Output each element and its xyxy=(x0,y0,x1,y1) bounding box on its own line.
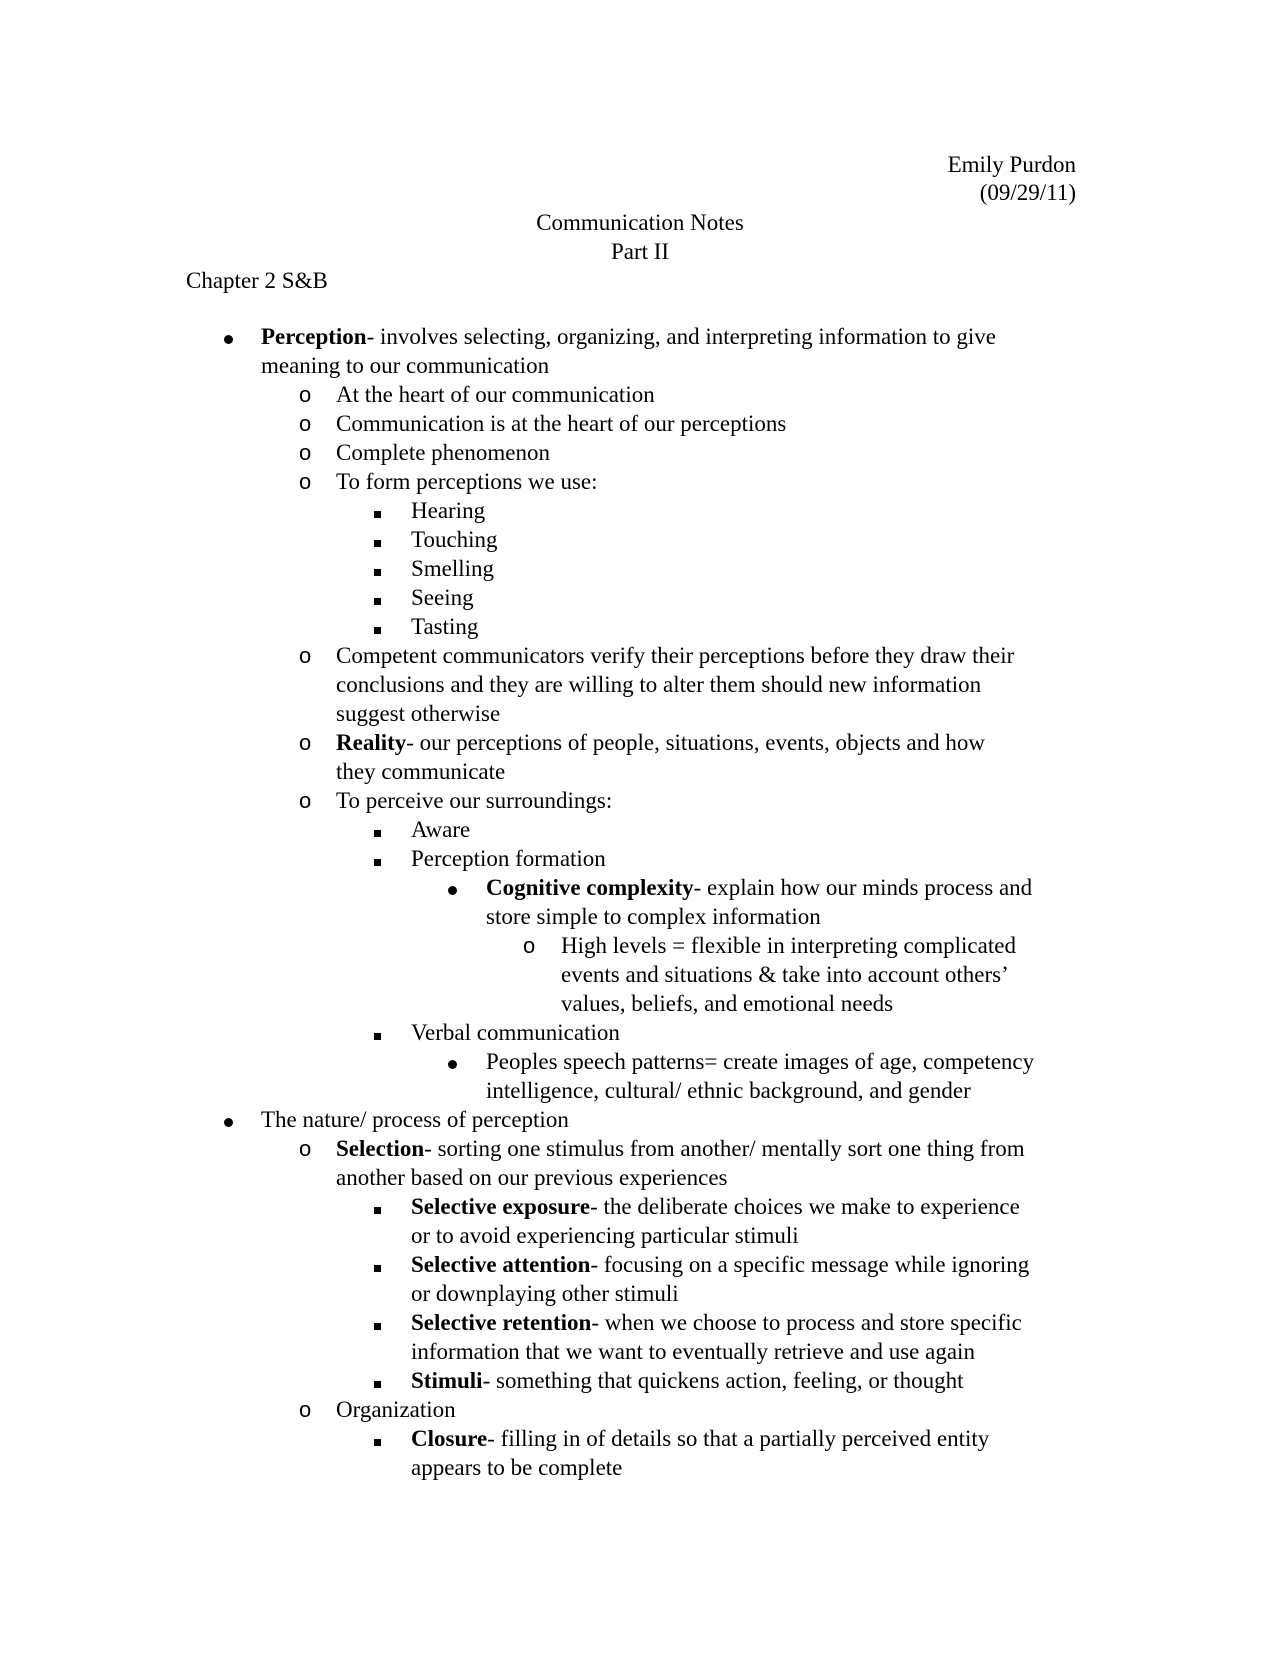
outline-text xyxy=(261,1105,569,1134)
definition: - sorting one stimulus from another/ mentally sort one thing from xyxy=(424,1136,1025,1161)
definition: Seeing xyxy=(411,585,474,610)
outline-text xyxy=(486,1047,1034,1076)
definition: Hearing xyxy=(411,498,486,523)
outline-text xyxy=(411,1453,622,1482)
outline-text xyxy=(411,583,474,612)
outline-text xyxy=(411,1018,620,1047)
outline-line xyxy=(186,670,1086,699)
outline-line xyxy=(186,583,1086,612)
outline-text xyxy=(411,1192,1020,1221)
outline-line xyxy=(186,612,1086,641)
term: Cognitive complexity xyxy=(486,875,694,900)
document-title xyxy=(0,208,1280,266)
outline-line xyxy=(186,1395,1086,1424)
outline-line xyxy=(186,641,1086,670)
definition: information that we want to eventually retrieve and use again xyxy=(411,1339,975,1364)
outline-line xyxy=(186,1424,1086,1453)
outline-line xyxy=(186,467,1086,496)
bullet-square-icon xyxy=(374,525,381,554)
definition: - when we choose to process and store specific xyxy=(591,1310,1022,1335)
outline-line xyxy=(186,351,1086,380)
outline-text xyxy=(561,960,1009,989)
definition: High levels = flexible in interpreting complicated xyxy=(561,933,1016,958)
bullet-circle-icon: o xyxy=(299,1136,312,1161)
outline-text xyxy=(336,1395,456,1424)
definition: Communication is at the heart of our perceptions xyxy=(336,411,787,436)
definition: At the heart of our communication xyxy=(336,382,655,407)
definition: - something that quickens action, feeling, or thought xyxy=(482,1368,964,1393)
bullet-square-icon xyxy=(374,844,381,873)
outline-line xyxy=(186,786,1086,815)
outline-line xyxy=(186,525,1086,554)
outline-line xyxy=(186,1076,1086,1105)
outline-line xyxy=(186,1337,1086,1366)
outline-text xyxy=(336,786,612,815)
outline-line xyxy=(186,409,1086,438)
outline-text xyxy=(336,438,550,467)
definition: Smelling xyxy=(411,556,495,581)
definition: conclusions and they are willing to alter them should new information xyxy=(336,672,982,697)
outline-text xyxy=(336,467,598,496)
definition: To form perceptions we use: xyxy=(336,469,598,494)
definition: - filling in of details so that a partially perceived entity xyxy=(487,1426,990,1451)
outline-text xyxy=(411,844,606,873)
definition: - focusing on a specific message while ignoring xyxy=(590,1252,1030,1277)
definition: - the deliberate choices we make to experience xyxy=(590,1194,1020,1219)
outline-line xyxy=(186,1366,1086,1395)
outline-text xyxy=(336,699,500,728)
bullet-circle-icon: o xyxy=(299,382,312,407)
definition: Complete phenomenon xyxy=(336,440,550,465)
definition: events and situations & take into account others’ xyxy=(561,962,1009,987)
outline-text xyxy=(411,1366,964,1395)
outline-text xyxy=(336,380,655,409)
outline-line xyxy=(186,1279,1086,1308)
bullet-square-icon xyxy=(374,1192,381,1221)
bullet-square-icon xyxy=(374,815,381,844)
outline-text xyxy=(336,641,1014,670)
outline-line xyxy=(186,757,1086,786)
outline-line xyxy=(186,902,1086,931)
bullet-circle-icon: o xyxy=(299,643,312,668)
outline-line xyxy=(186,1163,1086,1192)
outline-line xyxy=(186,873,1086,902)
outline-text xyxy=(411,1424,989,1453)
definition: they communicate xyxy=(336,759,506,784)
bullet-square-icon xyxy=(374,612,381,641)
outline-text xyxy=(411,1250,1029,1279)
bullet-square-icon xyxy=(374,554,381,583)
term: Reality xyxy=(336,730,407,755)
definition: Touching xyxy=(411,527,498,552)
definition: Verbal communication xyxy=(411,1020,620,1045)
bullet-square-icon xyxy=(374,1424,381,1453)
outline-line xyxy=(186,1047,1086,1076)
term: Perception xyxy=(261,324,367,349)
outline-text xyxy=(261,351,549,380)
outline-line xyxy=(186,1192,1086,1221)
definition: intelligence, cultural/ ethnic background, and gender xyxy=(486,1078,971,1103)
definition: To perceive our surroundings: xyxy=(336,788,613,813)
term: Selection xyxy=(336,1136,425,1161)
definition: Perception formation xyxy=(411,846,606,871)
bullet-dot-icon xyxy=(448,1047,457,1076)
definition: another based on our previous experiences xyxy=(336,1165,728,1190)
definition: Peoples speech patterns= create images of age, competency xyxy=(486,1049,1035,1074)
bullet-circle-icon: o xyxy=(299,469,312,494)
outline-text xyxy=(486,902,821,931)
definition: or to avoid experiencing particular stimuli xyxy=(411,1223,799,1248)
notes-outline xyxy=(186,322,1086,1482)
outline-text xyxy=(486,1076,971,1105)
outline-text xyxy=(261,322,996,351)
outline-text xyxy=(411,1279,679,1308)
definition: Aware xyxy=(411,817,471,842)
outline-text xyxy=(336,757,505,786)
chapter-heading: Chapter 2 S&B xyxy=(186,268,328,293)
outline-line xyxy=(186,1453,1086,1482)
bullet-circle-icon: o xyxy=(299,1397,312,1422)
bullet-square-icon xyxy=(374,1018,381,1047)
definition: Tasting xyxy=(411,614,479,639)
outline-text xyxy=(411,1308,1022,1337)
outline-line xyxy=(186,989,1086,1018)
outline-text xyxy=(561,931,1016,960)
outline-line xyxy=(186,844,1086,873)
bullet-circle-icon: o xyxy=(299,411,312,436)
term: Selective exposure xyxy=(411,1194,591,1219)
outline-line xyxy=(186,699,1086,728)
outline-line xyxy=(186,960,1086,989)
definition: - explain how our minds process and xyxy=(693,875,1033,900)
author-header xyxy=(948,151,1076,207)
outline-line xyxy=(186,815,1086,844)
bullet-square-icon xyxy=(374,583,381,612)
bullet-dot-icon xyxy=(224,1105,233,1134)
definition: The nature/ process of perception xyxy=(261,1107,569,1132)
bullet-square-icon xyxy=(374,496,381,525)
outline-line xyxy=(186,1018,1086,1047)
definition: values, beliefs, and emotional needs xyxy=(561,991,894,1016)
bullet-dot-icon xyxy=(448,873,457,902)
term: Selective retention xyxy=(411,1310,592,1335)
outline-line xyxy=(186,1221,1086,1250)
outline-text xyxy=(486,873,1032,902)
outline-text xyxy=(336,409,786,438)
outline-text xyxy=(411,612,478,641)
definition: suggest otherwise xyxy=(336,701,501,726)
outline-text xyxy=(561,989,893,1018)
outline-line xyxy=(186,1134,1086,1163)
outline-line xyxy=(186,496,1086,525)
outline-text xyxy=(336,1163,728,1192)
outline-text xyxy=(336,728,985,757)
author-name: Emily Purdon xyxy=(947,152,1076,177)
note-date: (09/29/11) xyxy=(979,180,1076,205)
outline-line xyxy=(186,1308,1086,1337)
bullet-circle-icon: o xyxy=(299,730,312,755)
outline-line xyxy=(186,1105,1086,1134)
definition: appears to be complete xyxy=(411,1455,623,1480)
outline-text xyxy=(411,496,485,525)
title-line-1: Communication Notes xyxy=(536,210,744,235)
term: Stimuli xyxy=(411,1368,483,1393)
outline-text xyxy=(411,1337,975,1366)
term: Closure xyxy=(411,1426,488,1451)
title-line-2: Part II xyxy=(610,239,670,264)
definition: Competent communicators verify their perceptions before they draw their xyxy=(336,643,1015,668)
definition: or downplaying other stimuli xyxy=(411,1281,679,1306)
outline-line xyxy=(186,380,1086,409)
bullet-square-icon xyxy=(374,1366,381,1395)
definition: Organization xyxy=(336,1397,456,1422)
outline-text xyxy=(411,525,498,554)
outline-text xyxy=(336,1134,1025,1163)
outline-line xyxy=(186,1250,1086,1279)
outline-line xyxy=(186,438,1086,467)
bullet-square-icon xyxy=(374,1308,381,1337)
bullet-circle-icon: o xyxy=(299,788,312,813)
outline-text xyxy=(336,670,981,699)
outline-line xyxy=(186,931,1086,960)
outline-text xyxy=(411,815,470,844)
term: Selective attention xyxy=(411,1252,591,1277)
bullet-circle-icon: o xyxy=(523,933,536,958)
outline-line xyxy=(186,554,1086,583)
definition: store simple to complex information xyxy=(486,904,821,929)
definition: - involves selecting, organizing, and interpreting information to give xyxy=(366,324,996,349)
bullet-circle-icon: o xyxy=(299,440,312,465)
outline-line xyxy=(186,728,1086,757)
definition: - our perceptions of people, situations, events, objects and how xyxy=(406,730,985,755)
outline-text xyxy=(411,1221,799,1250)
bullet-square-icon xyxy=(374,1250,381,1279)
definition: meaning to our communication xyxy=(261,353,550,378)
outline-text xyxy=(411,554,494,583)
bullet-dot-icon xyxy=(224,322,233,351)
outline-line xyxy=(186,322,1086,351)
